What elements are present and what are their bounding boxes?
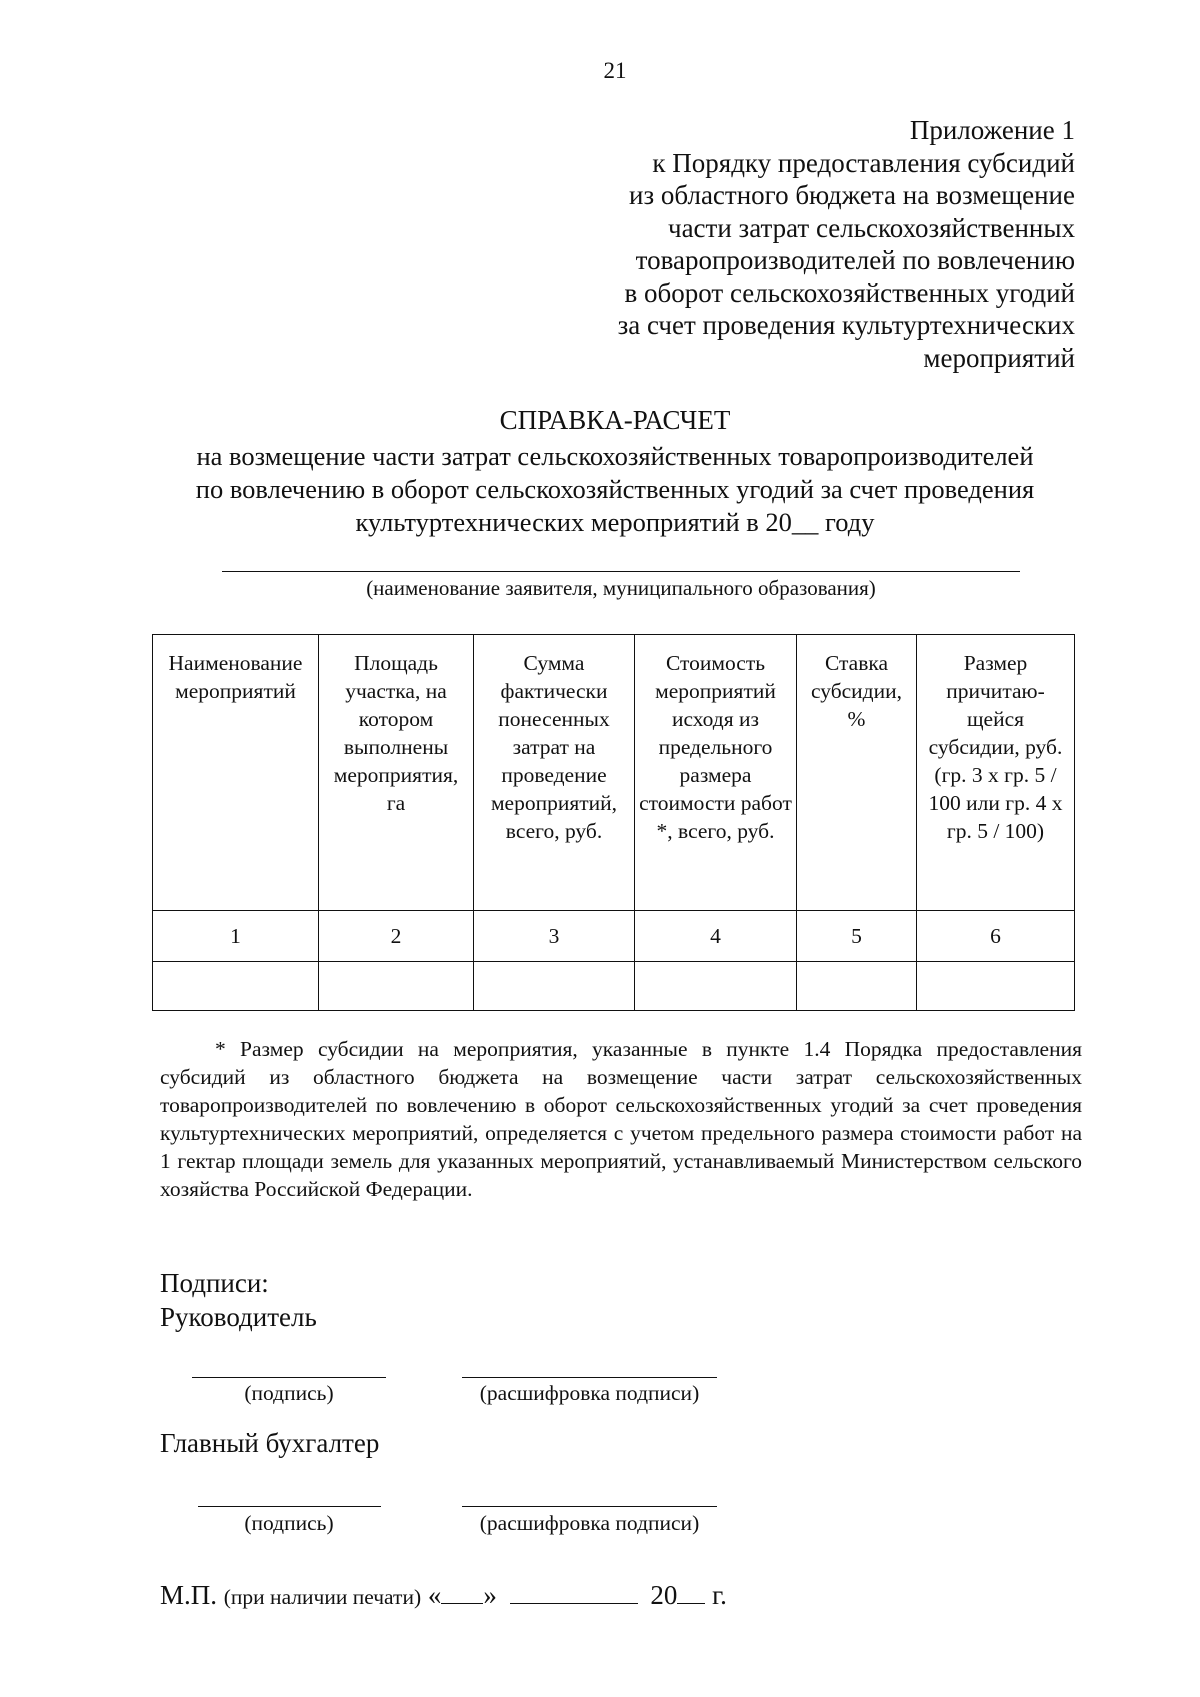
column-number: 6 [917,911,1075,962]
table-cell[interactable] [635,962,797,1011]
appendix-line: части затрат сельскохозяйственных [667,212,1075,243]
subtitle-line: культуртехнических мероприятий в 20__ году [355,507,875,537]
column-number: 2 [319,911,474,962]
signatures-heading: Подписи: [160,1268,269,1298]
header-cell: Наименование мероприятий [153,635,319,911]
signature-caption: (подпись) [244,1511,334,1535]
applicant-name-line[interactable] [222,571,1020,572]
signature-caption: (подпись) [244,1381,334,1405]
appendix-line: за счет проведения культуртехнических [617,310,1075,340]
stamp-note: (при наличии печати) [223,1585,422,1609]
month-blank[interactable] [510,1581,638,1604]
page-number: 21 [603,58,627,83]
table-cell[interactable] [797,962,917,1011]
year-blank[interactable] [677,1581,705,1604]
header-cell: Сумма фактически понесенных затрат на проведение мероприятий, всего, руб. [474,635,635,911]
column-number: 4 [635,911,797,962]
appendix-line: мероприятий [923,342,1075,373]
stamp-mark: М.П. [160,1580,218,1610]
head-signature-line[interactable] [192,1377,386,1378]
table-row [153,962,1075,1011]
appendix-line: из областного бюджета на возмещение [629,180,1075,210]
head-role: Руководитель [160,1302,317,1332]
table-cell[interactable] [319,962,474,1011]
year-prefix: 20 [650,1580,678,1610]
table-header-row [153,635,1075,911]
header-cell: Размер причитаю-щейся субсидии, руб. (гр. 3 х гр. 5 / 100 или гр. 4 х гр. 5 / 100) [917,635,1075,911]
column-number: 5 [797,911,917,962]
footnote [160,1035,1082,1203]
year-suffix: г. [712,1580,727,1610]
appendix-line: в оборот сельскохозяйственных угодий [624,277,1075,308]
appendix-reference [455,114,1075,374]
applicant-caption: (наименование заявителя, муниципального образования) [366,576,876,600]
footnote-text: * Размер субсидии на мероприятия, указанные в пункте 1.4 Порядка предоставления субсидий из областного бюджета на возмещение части затрат сельскохозяйственных товаропроизводителей по вовлечению в оборот сельскохозяйственных угодий за счет проведения культуртехнических мероприятий, определяется с учетом предельного размера стоимости работ на 1 гектар площади земель для указанных мероприятий, устанавливаемый Министерством сельского хозяйства Российской Федерации. [160,1037,1082,1201]
column-number: 1 [153,911,319,962]
appendix-line: Приложение 1 [909,115,1075,145]
accountant-role: Главный бухгалтер [160,1428,380,1458]
header-cell: Стоимость мероприятий исходя из предельного размера стоимости работ *, всего, руб. [635,635,797,911]
close-quote: » [483,1580,497,1610]
day-blank[interactable] [441,1581,483,1604]
subtitle-line: по вовлечению в оборот сельскохозяйственных угодий за счет проведения [195,474,1035,504]
table-cell[interactable] [153,962,319,1011]
accountant-signature-line[interactable] [198,1506,381,1507]
decoding-caption: (расшифровка подписи) [479,1511,700,1535]
open-quote: « [427,1580,442,1610]
table-cell[interactable] [917,962,1075,1011]
accountant-decoding-line[interactable] [462,1506,717,1507]
decoding-caption: (расшифровка подписи) [479,1381,700,1405]
document-subtitle [0,440,1200,539]
header-cell: Ставка субсидии, % [797,635,917,911]
subtitle-line: на возмещение части затрат сельскохозяйственных товаропроизводителей [196,441,1034,471]
column-number-row [153,911,1075,962]
signatures-block [160,1266,317,1334]
stamp-date-row [160,1580,727,1611]
calculation-table [152,634,1075,1011]
document-title: СПРАВКА-РАСЧЕТ [499,405,731,435]
appendix-line: товаропроизводителей по вовлечению [635,245,1075,275]
header-cell: Площадь участка, на котором выполнены мероприятия, га [319,635,474,911]
head-decoding-line[interactable] [462,1377,717,1378]
appendix-line: к Порядку предоставления субсидий [652,147,1075,178]
table-cell[interactable] [474,962,635,1011]
column-number: 3 [474,911,635,962]
